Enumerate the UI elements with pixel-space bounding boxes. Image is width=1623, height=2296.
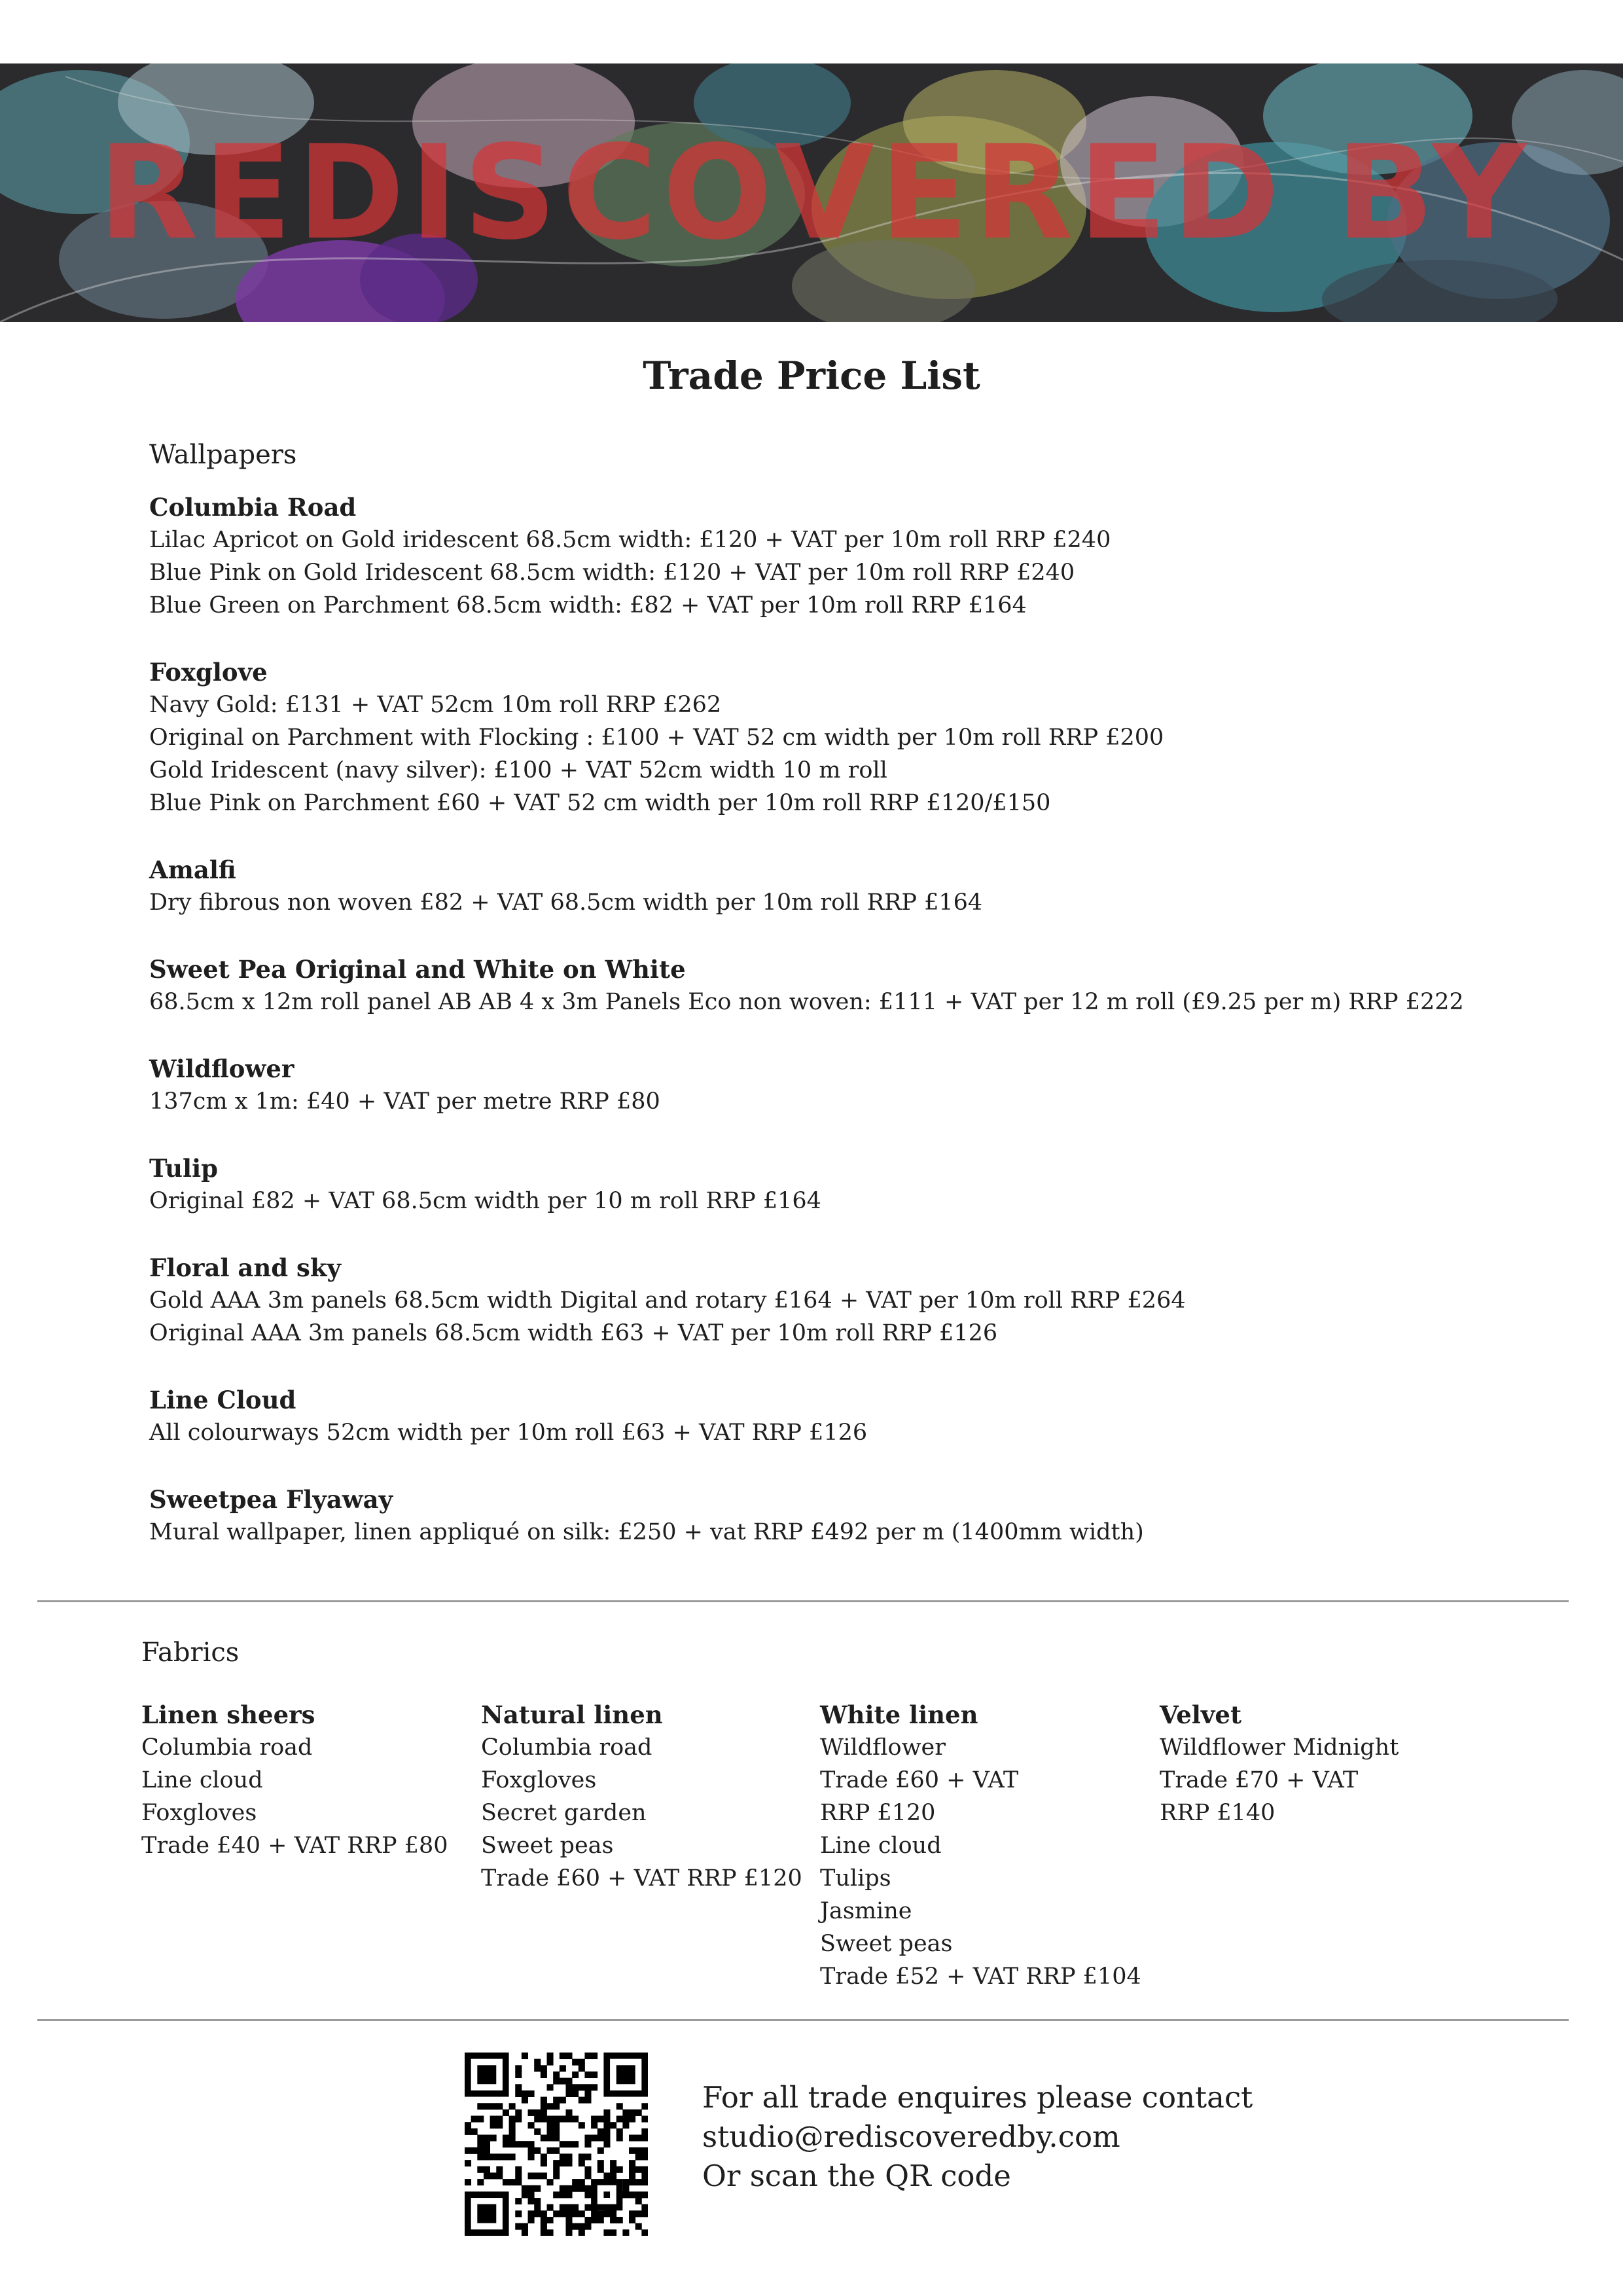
fabric-line: Trade £40 + VAT RRP £80 — [141, 1833, 448, 1859]
fabric-line: Foxgloves — [141, 1800, 257, 1826]
wallpapers-heading: Wallpapers — [149, 440, 297, 470]
contact-block — [702, 2078, 1253, 2196]
wallpaper-name: Amalfi — [149, 855, 236, 884]
fabric-type-name: Linen sheers — [141, 1700, 315, 1729]
wallpaper-name: Sweet Pea Original and White on White — [149, 955, 686, 984]
fabric-line: Trade £60 + VAT RRP £120 — [481, 1865, 802, 1892]
wallpaper-price-line: Lilac Apricot on Gold iridescent 68.5cm width: £120 + VAT per 10m roll RRP £240 — [149, 527, 1111, 553]
contact-email-link[interactable]: studio@rediscoveredby.com — [702, 2119, 1120, 2154]
wallpaper-price-line: 137cm x 1m: £40 + VAT per metre RRP £80 — [149, 1088, 660, 1115]
fabric-line: Secret garden — [481, 1800, 647, 1826]
fabric-line: Trade £60 + VAT — [820, 1767, 1019, 1793]
wallpaper-price-line: Dry fibrous non woven £82 + VAT 68.5cm width per 10m roll RRP £164 — [149, 889, 983, 916]
header-banner — [0, 63, 1623, 322]
fabric-line: Wildflower Midnight — [1160, 1734, 1399, 1761]
wallpaper-price-line: Original AAA 3m panels 68.5cm width £63 + VAT per 10m roll RRP £126 — [149, 1320, 998, 1346]
qr-code[interactable] — [465, 2053, 648, 2238]
fabric-line: RRP £140 — [1160, 1800, 1275, 1826]
fabrics-heading: Fabrics — [141, 1638, 240, 1668]
wallpaper-price-line: 68.5cm x 12m roll panel AB AB 4 x 3m Panels Eco non woven: £111 + VAT per 12 m roll (£9.25 per m) RRP £222 — [149, 989, 1464, 1015]
contact-qr-note: Or scan the QR code — [702, 2159, 1011, 2193]
fabric-type-name: Velvet — [1160, 1700, 1242, 1729]
fabric-line: Sweet peas — [481, 1833, 614, 1859]
fabric-column-linen-sheers — [141, 1698, 448, 1862]
wallpaper-name: Floral and sky — [149, 1253, 342, 1282]
fabric-column-natural-linen — [481, 1698, 802, 1895]
wallpaper-price-line: Navy Gold: £131 + VAT 52cm 10m roll RRP £262 — [149, 692, 722, 718]
wallpaper-group — [149, 1152, 1524, 1217]
fabric-line: Trade £70 + VAT — [1160, 1767, 1359, 1793]
wallpaper-group — [149, 853, 1524, 919]
wallpaper-price-line: Blue Pink on Gold Iridescent 68.5cm width: £120 + VAT per 10m roll RRP £240 — [149, 560, 1075, 586]
wallpaper-group — [149, 1483, 1524, 1549]
fabric-type-name: Natural linen — [481, 1700, 663, 1729]
wallpaper-group — [149, 953, 1524, 1018]
section-divider-top — [37, 1600, 1569, 1602]
wallpaper-price-line: Gold AAA 3m panels 68.5cm width Digital and rotary £164 + VAT per 10m roll RRP £264 — [149, 1287, 1186, 1314]
fabric-line: Trade £52 + VAT RRP £104 — [820, 1964, 1141, 1990]
brand-logo-text: REDISCOVERED BY — [98, 117, 1531, 268]
fabric-type-name: White linen — [820, 1700, 978, 1729]
section-divider-bottom — [37, 2019, 1569, 2021]
fabric-column-velvet — [1160, 1698, 1399, 1829]
wallpaper-price-line: Original £82 + VAT 68.5cm width per 10 m roll RRP £164 — [149, 1188, 821, 1214]
fabric-line: Sweet peas — [820, 1931, 953, 1957]
wallpaper-price-line: Mural wallpaper, linen appliqué on silk: £250 + vat RRP £492 per m (1400mm width) — [149, 1519, 1144, 1545]
qr-code-icon — [465, 2053, 648, 2236]
fabric-line: RRP £120 — [820, 1800, 936, 1826]
wallpaper-name: Wildflower — [149, 1054, 294, 1083]
wallpaper-name: Columbia Road — [149, 493, 357, 522]
wallpaper-group — [149, 1384, 1524, 1449]
fabric-column-white-linen — [820, 1698, 1141, 1993]
fabric-line: Line cloud — [141, 1767, 263, 1793]
wallpaper-group — [149, 656, 1524, 819]
wallpaper-price-line: All colourways 52cm width per 10m roll £63 + VAT RRP £126 — [149, 1420, 868, 1446]
wallpapers-list — [149, 491, 1524, 1583]
wallpaper-group — [149, 1251, 1524, 1350]
wallpaper-price-line: Blue Pink on Parchment £60 + VAT 52 cm width per 10m roll RRP £120/£150 — [149, 790, 1051, 816]
wallpaper-name: Foxglove — [149, 658, 268, 687]
page-title: Trade Price List — [643, 353, 980, 398]
fabric-line: Wildflower — [820, 1734, 946, 1761]
wallpaper-group — [149, 491, 1524, 622]
fabric-line: Jasmine — [820, 1898, 912, 1924]
fabric-line: Tulips — [820, 1865, 891, 1892]
wallpaper-name: Sweetpea Flyaway — [149, 1485, 393, 1514]
wallpaper-price-line: Original on Parchment with Flocking : £100 + VAT 52 cm width per 10m roll RRP £200 — [149, 725, 1164, 751]
fabric-line: Columbia road — [141, 1734, 313, 1761]
wallpaper-name: Tulip — [149, 1154, 219, 1183]
fabric-line: Foxgloves — [481, 1767, 597, 1793]
wallpaper-group — [149, 1052, 1524, 1118]
contact-intro: For all trade enquires please contact — [702, 2080, 1253, 2115]
fabric-line: Columbia road — [481, 1734, 652, 1761]
wallpaper-name: Line Cloud — [149, 1386, 296, 1414]
fabric-line: Line cloud — [820, 1833, 942, 1859]
wallpaper-price-line: Gold Iridescent (navy silver): £100 + VAT 52cm width 10 m roll — [149, 757, 887, 783]
wallpaper-price-line: Blue Green on Parchment 68.5cm width: £82 + VAT per 10m roll RRP £164 — [149, 592, 1027, 619]
